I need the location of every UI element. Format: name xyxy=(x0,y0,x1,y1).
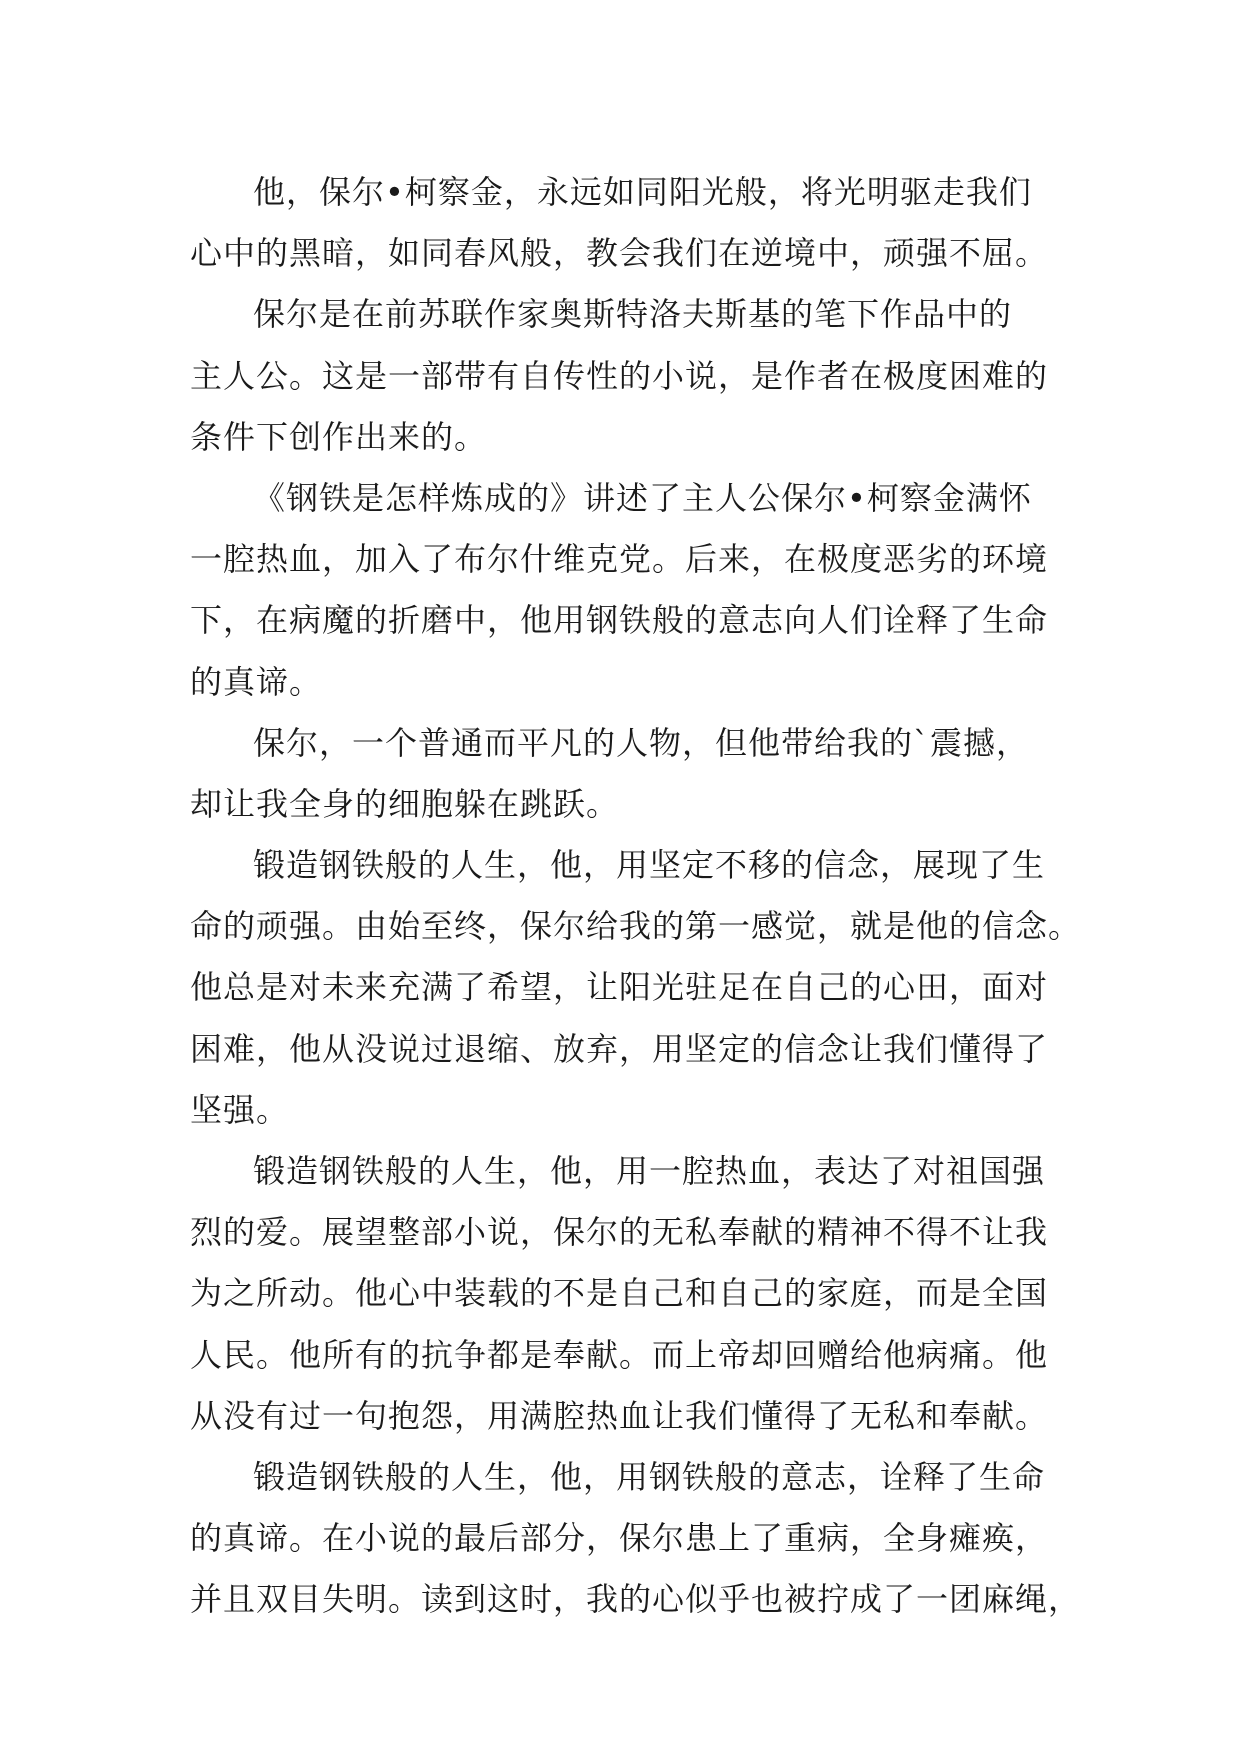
text-line: 一腔热血，加入了布尔什维克党。后来，在极度恶劣的环境 xyxy=(190,540,1049,579)
text-line: 人民。他所有的抗争都是奉献。而上帝却回赠给他病痛。他 xyxy=(190,1335,1049,1374)
text-line: 坚强。 xyxy=(190,1090,290,1129)
text-line: 锻造钢铁般的人生，他，用坚定不移的信念，展现了生 xyxy=(253,846,1046,885)
text-line: 条件下创作出来的。 xyxy=(190,417,488,456)
text-line: 并且双目失明。读到这时，我的心似乎也被拧成了一团麻绳， xyxy=(190,1580,1082,1619)
text-line: 心中的黑暗，如同春风般，教会我们在逆境中，顽强不屈。 xyxy=(190,234,1049,273)
text-line: 命的顽强。由始至终，保尔给我的第一感觉，就是他的信念。 xyxy=(190,907,1082,946)
text-line: 烈的爱。展望整部小说，保尔的无私奉献的精神不得不让我 xyxy=(190,1213,1049,1252)
text-line: 保尔是在前苏联作家奥斯特洛夫斯基的笔下作品中的 xyxy=(253,295,1013,334)
text-line: 主人公。这是一部带有自传性的小说，是作者在极度困难的 xyxy=(190,356,1049,395)
text-line: 为之所动。他心中装载的不是自己和自己的家庭，而是全国 xyxy=(190,1274,1049,1313)
text-line: 却让我全身的细胞躲在跳跃。 xyxy=(190,784,620,823)
text-line: 的真谛。 xyxy=(190,662,323,701)
body-text xyxy=(190,162,1082,1631)
text-line: 困难，他从没说过退缩、放弃，用坚定的信念让我们懂得了 xyxy=(190,1029,1049,1068)
text-line: 的真谛。在小说的最后部分，保尔患上了重病，全身瘫痪， xyxy=(190,1519,1049,1558)
text-line: 保尔，一个普通而平凡的人物，但他带给我的`震撼， xyxy=(253,723,1030,762)
text-line: 从没有过一句抱怨，用满腔热血让我们懂得了无私和奉献。 xyxy=(190,1396,1049,1435)
text-line: 《钢铁是怎样炼成的》讲述了主人公保尔•柯察金满怀 xyxy=(253,478,1032,517)
text-line: 他，保尔•柯察金，永远如同阳光般，将光明驱走我们 xyxy=(253,173,1032,211)
text-line: 锻造钢铁般的人生，他，用一腔热血，表达了对祖国强 xyxy=(253,1152,1046,1190)
text-line: 锻造钢铁般的人生，他，用钢铁般的意志，诠释了生命 xyxy=(253,1457,1046,1496)
text-line: 他总是对未来充满了希望，让阳光驻足在自己的心田，面对 xyxy=(190,968,1049,1007)
text-line: 下，在病魔的折磨中，他用钢铁般的意志向人们诠释了生命 xyxy=(190,601,1049,640)
